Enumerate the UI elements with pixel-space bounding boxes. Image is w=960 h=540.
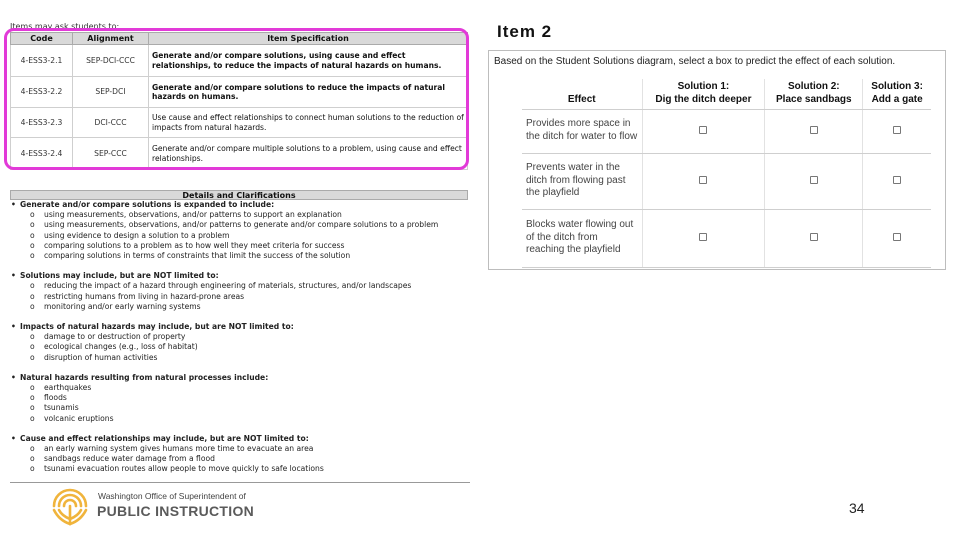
details-group-title: • Impacts of natural hazards may include, but are NOT limited to: [10, 322, 470, 332]
checkbox[interactable] [893, 126, 901, 134]
spec-code: 4-ESS3-2.3 [11, 108, 73, 138]
list-item: o using measurements, observations, and/or patterns to support an explanation [30, 210, 470, 220]
checkbox-cell [642, 109, 765, 153]
list-item: o comparing solutions to a problem as to how well they meet criteria for success [30, 241, 470, 251]
details-header: Details and Clarifications [10, 190, 468, 200]
list-item: o disruption of human activities [30, 353, 470, 363]
list-item: o reducing the impact of a hazard through engineering of materials, structures, and/or landscapes [30, 281, 470, 291]
highlight-box [4, 28, 469, 170]
ospi-logo-icon [50, 488, 90, 528]
spec-code: 4-ESS3-2.2 [11, 77, 73, 108]
solution-header-line2: Add a gate [871, 93, 923, 105]
effect-cell: Prevents water in the ditch from flowing past the playfield [522, 153, 642, 209]
checkbox-cell [765, 153, 863, 209]
effect-cell: Provides more space in the ditch for water to flow [522, 109, 642, 153]
checkbox-cell [863, 109, 931, 153]
col-header-code: Code [11, 33, 73, 45]
list-item: o using evidence to design a solution to a problem [30, 231, 470, 241]
col-header-solution-3 [863, 79, 931, 109]
col-header-solution-1 [642, 79, 765, 109]
checkbox-cell [765, 109, 863, 153]
spec-text: Generate and/or compare multiple solutions to a problem, using cause and effect relationships. [149, 138, 468, 170]
details-group [10, 322, 470, 363]
solution-header-line1: Solution 3: [871, 81, 923, 93]
checkbox-cell [863, 153, 931, 209]
page-number: 34 [849, 500, 865, 516]
details-group-title: • Generate and/or compare solutions is expanded to include: [10, 200, 470, 210]
list-item: o monitoring and/or early warning systems [30, 302, 470, 312]
table-row [522, 153, 931, 209]
spec-text: Generate and/or compare solutions to reduce the impacts of natural hazards on humans. [149, 77, 468, 108]
effect-header-label: Effect [567, 94, 596, 105]
spec-alignment: SEP-CCC [73, 138, 149, 170]
list-item: o tsunamis [30, 403, 470, 413]
item-title: Item 2 [497, 22, 553, 41]
details-group-title: • Cause and effect relationships may include, but are NOT limited to: [10, 434, 470, 444]
checkbox[interactable] [810, 176, 818, 184]
checkbox[interactable] [810, 233, 818, 241]
list-item: o using measurements, observations, and/or patterns to generate and/or compare solutions to a problem [30, 220, 470, 230]
item-prompt: Based on the Student Solutions diagram, select a box to predict the effect of each solution. [494, 56, 896, 67]
checkbox-cell [765, 209, 863, 267]
checkbox[interactable] [699, 126, 707, 134]
checkbox-cell [642, 153, 765, 209]
logo-title: PUBLIC INSTRUCTION [97, 503, 255, 519]
solution-header-line1: Solution 1: [677, 81, 730, 93]
details-group [10, 373, 470, 424]
spec-alignment: SEP-DCI [73, 77, 149, 108]
spec-alignment: DCI-CCC [73, 108, 149, 138]
checkbox-cell [863, 209, 931, 267]
details-group [10, 271, 470, 312]
checkbox[interactable] [810, 126, 818, 134]
list-item: o volcanic eruptions [30, 414, 470, 424]
checkbox[interactable] [893, 233, 901, 241]
checkbox[interactable] [699, 176, 707, 184]
col-header-item-specification: Item Specification [149, 33, 468, 45]
details-group-title: • Natural hazards resulting from natural processes include: [10, 373, 470, 383]
list-item: o ecological changes (e.g., loss of habitat) [30, 342, 470, 352]
list-item: o comparing solutions in terms of constraints that limit the success of the solution [30, 251, 470, 261]
table-row [522, 109, 931, 153]
details-group-title: • Solutions may include, but are NOT limited to: [10, 271, 470, 281]
details-list [10, 200, 470, 482]
solution-header-line2: Dig the ditch deeper [655, 93, 752, 105]
col-header-alignment: Alignment [73, 33, 149, 45]
details-group [10, 200, 470, 261]
item-panel [488, 50, 946, 270]
checkbox-cell [642, 209, 765, 267]
list-item: o restricting humans from living in hazard-prone areas [30, 292, 470, 302]
document-intro: Items may ask students to: [10, 22, 120, 31]
effect-cell: Blocks water flowing out of the ditch from reaching the playfield [522, 209, 642, 267]
solutions-table [522, 79, 931, 268]
spec-text: Use cause and effect relationships to connect human solutions to the reduction of impacts from natural hazards. [149, 108, 468, 138]
details-group [10, 434, 470, 475]
col-header-effect [522, 79, 642, 109]
spec-alignment: SEP-DCI-CCC [73, 45, 149, 77]
document-divider [10, 482, 470, 483]
solution-header-line1: Solution 2: [787, 81, 840, 93]
spec-code: 4-ESS3-2.4 [11, 138, 73, 170]
logo-subtitle: Washington Office of Superintendent of [98, 491, 246, 501]
col-header-solution-2 [765, 79, 863, 109]
list-item: o damage to or destruction of property [30, 332, 470, 342]
list-item: o an early warning system gives humans more time to evacuate an area [30, 444, 470, 454]
spec-text: Generate and/or compare solutions, using cause and effect relationships, to reduce the impacts of natural hazards on humans. [149, 45, 468, 77]
table-row [522, 209, 931, 267]
list-item: o floods [30, 393, 470, 403]
list-item: o earthquakes [30, 383, 470, 393]
checkbox[interactable] [893, 176, 901, 184]
list-item: o sandbags reduce water damage from a flood [30, 454, 470, 464]
checkbox[interactable] [699, 233, 707, 241]
solution-header-line2: Place sandbags [776, 93, 852, 105]
spec-code: 4-ESS3-2.1 [11, 45, 73, 77]
list-item: o tsunami evacuation routes allow people to move quickly to safe locations [30, 464, 470, 474]
